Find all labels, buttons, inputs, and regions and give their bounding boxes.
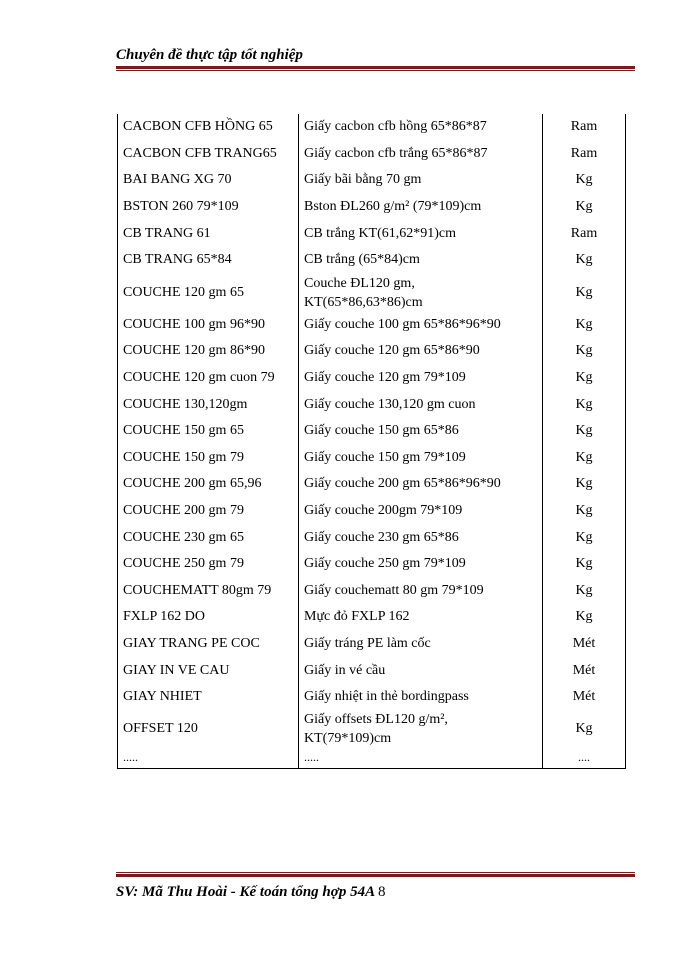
unit-cell: Kg — [543, 167, 626, 194]
material-code-cell: COUCHE 100 gm 96*90 — [118, 312, 299, 339]
table-row — [118, 167, 626, 194]
table-row — [118, 604, 626, 631]
unit-cell: Kg — [543, 365, 626, 392]
page-header-title: Chuyên đề thực tập tốt nghiệp — [116, 47, 303, 63]
description-line-2: KT(79*109)cm — [304, 731, 392, 747]
unit-cell: Kg — [543, 418, 626, 445]
unit-cell: Kg — [543, 247, 626, 274]
table-row — [118, 498, 626, 525]
unit-cell: Kg — [543, 604, 626, 631]
material-code-cell: OFFSET 120 — [118, 710, 299, 748]
material-description-cell — [299, 445, 543, 472]
unit-cell: Kg — [543, 338, 626, 365]
material-code-cell: COUCHE 250 gm 79 — [118, 551, 299, 578]
material-code-cell: ..... — [118, 748, 299, 769]
material-table — [117, 114, 626, 769]
unit-cell: Kg — [543, 710, 626, 748]
table-row — [118, 418, 626, 445]
unit-cell: Mét — [543, 684, 626, 711]
unit-cell: Ram — [543, 141, 626, 168]
material-code-cell: GIAY TRANG PE COC — [118, 631, 299, 658]
material-description-cell — [299, 524, 543, 551]
description-line: Giấy couche 150 gm 79*109 — [304, 449, 466, 465]
description-line: ..... — [304, 750, 319, 765]
material-code-cell: COUCHE 120 gm 86*90 — [118, 338, 299, 365]
unit-cell: Kg — [543, 445, 626, 472]
page-footer — [116, 884, 386, 901]
material-code-cell: CB TRANG 65*84 — [118, 247, 299, 274]
table-row — [118, 748, 626, 769]
unit-cell: Kg — [543, 391, 626, 418]
table-row — [118, 471, 626, 498]
table-row — [118, 365, 626, 392]
material-code-cell: CB TRANG 61 — [118, 220, 299, 247]
description-line: Giấy couche 150 gm 65*86 — [304, 423, 459, 439]
description-line: Giấy offsets ĐL120 g/m², — [304, 712, 448, 728]
description-line: Giấy couche 130,120 gm cuon — [304, 396, 476, 412]
material-code-cell: COUCHE 200 gm 65,96 — [118, 471, 299, 498]
page-number: 8 — [378, 884, 386, 900]
description-line-2: KT(65*86,63*86)cm — [304, 294, 423, 310]
material-description-cell — [299, 604, 543, 631]
material-description-cell — [299, 312, 543, 339]
material-code-cell: COUCHEMATT 80gm 79 — [118, 578, 299, 605]
description-line: Giấy couche 200gm 79*109 — [304, 503, 463, 519]
material-description-cell — [299, 418, 543, 445]
material-description-cell — [299, 247, 543, 274]
material-code-cell: GIAY NHIET — [118, 684, 299, 711]
table-row — [118, 551, 626, 578]
material-code-cell: COUCHE 230 gm 65 — [118, 524, 299, 551]
description-line: Giấy in vé cầu — [304, 662, 386, 678]
material-description-cell — [299, 684, 543, 711]
material-description-cell — [299, 114, 543, 141]
material-description-cell — [299, 471, 543, 498]
material-table-container — [117, 114, 625, 769]
description-line: Giấy couche 120 gm 79*109 — [304, 370, 466, 386]
description-line: Giấy couche 100 gm 65*86*96*90 — [304, 316, 501, 332]
footer-rule — [116, 872, 635, 877]
unit-cell: Mét — [543, 657, 626, 684]
description-line: Giấy tráng PE làm cốc — [304, 635, 431, 651]
table-row — [118, 141, 626, 168]
material-code-cell: COUCHE 120 gm 65 — [118, 274, 299, 312]
table-row — [118, 684, 626, 711]
unit-cell: Kg — [543, 312, 626, 339]
description-line: CB trắng (65*84)cm — [304, 252, 420, 268]
material-code-cell: BAI BANG XG 70 — [118, 167, 299, 194]
description-line: Giấy couche 230 gm 65*86 — [304, 529, 459, 545]
description-line: Bston ĐL260 g/m² (79*109)cm — [304, 199, 482, 215]
unit-cell: Kg — [543, 524, 626, 551]
table-row — [118, 445, 626, 472]
unit-cell: Kg — [543, 194, 626, 221]
material-code-cell: COUCHE 130,120gm — [118, 391, 299, 418]
table-row — [118, 247, 626, 274]
table-row — [118, 710, 626, 748]
table-row — [118, 220, 626, 247]
material-description-cell — [299, 748, 543, 769]
table-row — [118, 114, 626, 141]
material-description-cell — [299, 338, 543, 365]
table-row — [118, 578, 626, 605]
description-line: Giấy bãi bằng 70 gm — [304, 172, 422, 188]
material-description-cell — [299, 578, 543, 605]
table-row — [118, 274, 626, 312]
description-line: Giấy couche 120 gm 65*86*90 — [304, 343, 480, 359]
description-line: CB trắng KT(61,62*91)cm — [304, 225, 457, 241]
material-code-cell: COUCHE 150 gm 79 — [118, 445, 299, 472]
material-description-cell — [299, 365, 543, 392]
material-description-cell — [299, 710, 543, 748]
unit-cell: Kg — [543, 578, 626, 605]
material-description-cell — [299, 631, 543, 658]
material-code-cell: COUCHE 200 gm 79 — [118, 498, 299, 525]
material-description-cell — [299, 141, 543, 168]
table-row — [118, 391, 626, 418]
unit-cell: Kg — [543, 551, 626, 578]
description-line: Giấy couchematt 80 gm 79*109 — [304, 582, 484, 598]
description-line: Giấy nhiệt in thẻ bordingpass — [304, 689, 469, 705]
table-row — [118, 338, 626, 365]
unit-cell: .... — [543, 748, 626, 769]
material-code-cell: CACBON CFB TRANG65 — [118, 141, 299, 168]
material-description-cell — [299, 167, 543, 194]
unit-cell: Mét — [543, 631, 626, 658]
material-code-cell: COUCHE 120 gm cuon 79 — [118, 365, 299, 392]
description-line: Couche ĐL120 gm, — [304, 275, 415, 291]
unit-cell: Kg — [543, 498, 626, 525]
unit-cell: Ram — [543, 220, 626, 247]
material-description-cell — [299, 391, 543, 418]
unit-cell: Kg — [543, 471, 626, 498]
footer-author: SV: Mã Thu Hoài - Kế toán tổng hợp 54A — [116, 884, 375, 900]
description-line: Giấy cacbon cfb hồng 65*86*87 — [304, 119, 487, 135]
material-code-cell: CACBON CFB HỒNG 65 — [118, 114, 299, 141]
material-description-cell — [299, 551, 543, 578]
table-row — [118, 194, 626, 221]
description-line: Giấy couche 200 gm 65*86*96*90 — [304, 476, 501, 492]
unit-cell: Ram — [543, 114, 626, 141]
material-description-cell — [299, 220, 543, 247]
table-row — [118, 657, 626, 684]
material-code-cell: COUCHE 150 gm 65 — [118, 418, 299, 445]
material-description-cell — [299, 498, 543, 525]
material-description-cell — [299, 657, 543, 684]
table-row — [118, 631, 626, 658]
description-line: Giấy cacbon cfb trắng 65*86*87 — [304, 145, 488, 161]
header-rule — [116, 66, 635, 71]
unit-cell: Kg — [543, 274, 626, 312]
material-description-cell — [299, 194, 543, 221]
material-code-cell: BSTON 260 79*109 — [118, 194, 299, 221]
material-code-cell: FXLP 162 DO — [118, 604, 299, 631]
material-description-cell — [299, 274, 543, 312]
material-code-cell: GIAY IN VE CAU — [118, 657, 299, 684]
description-line: Mực đỏ FXLP 162 — [304, 609, 410, 625]
description-line: Giấy couche 250 gm 79*109 — [304, 556, 466, 572]
table-row — [118, 524, 626, 551]
table-row — [118, 312, 626, 339]
